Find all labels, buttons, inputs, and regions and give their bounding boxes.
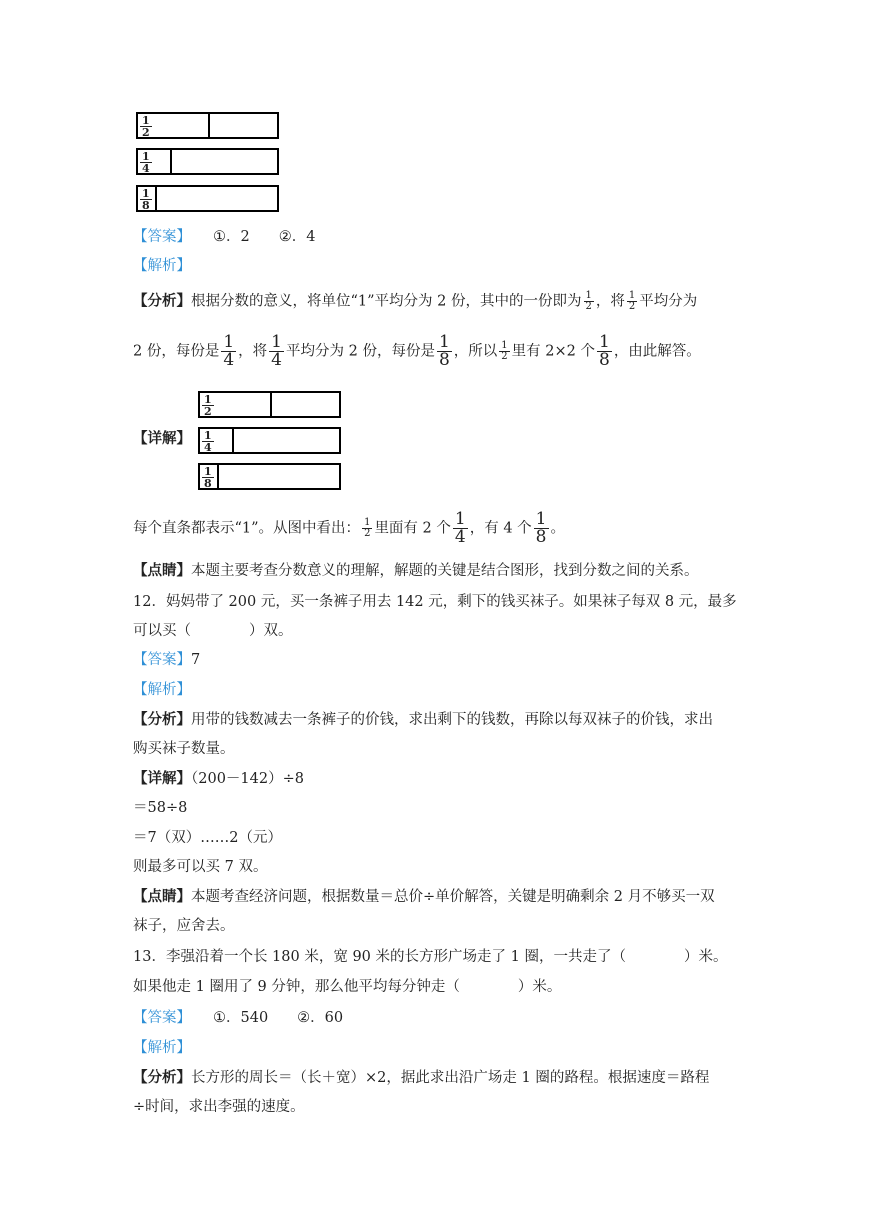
q12-answer: 【答案】7 (133, 652, 201, 668)
q11-fenxi-line1: 【分析】根据分数的意义，将单位“1”平均分为 2 份，其中的一份即为 $\frac{1}{2}$ ，将 $\frac{1}{2}$ 平均分为 (133, 290, 698, 312)
label-eighth: 1 8 (142, 187, 150, 212)
q13-fenxi-l2: ÷时间，求出李强的速度。 (133, 1099, 305, 1115)
q12-line1: 12．妈妈带了 200 元，买一条裤子用去 142 元，剩下的钱买袜子。如果袜子每双 8 元，最多 (133, 594, 737, 610)
q12-fenxi-l1: 【分析】用带的钱数减去一条裤子的价钱，求出剩下的钱数，再除以每双袜子的价钱，求出 (133, 711, 713, 728)
bar-quarter (136, 148, 279, 175)
q13-line2: 如果他走 1 圈用了 9 分钟，那么他平均每分钟走（ ）米。 (133, 979, 562, 995)
label-quarter: 1 4 (142, 150, 150, 175)
q11-detail-text: 每个直条都表示“1”。从图中看出： $\frac{1}{2}$ 里面有 2 个 $\frac{1}{4}$ ，有 4 个 $\frac{1}{8}$ 。 (133, 509, 565, 547)
q13-answer: 【答案】 ①．540 ②．60 (133, 1010, 344, 1026)
q11-detail-tag: 【详解】 (133, 430, 191, 447)
q12-detail-l2: ＝58÷8 (133, 800, 188, 816)
label-half: 1 2 (142, 114, 150, 139)
q11-dianjing: 【点睛】本题主要考查分数意义的理解，解题的关键是结合图形，找到分数之间的关系。 (133, 562, 699, 579)
q11-answer: 【答案】 ①．2 ②．4 (133, 229, 316, 245)
bar-half (136, 112, 279, 139)
q12-dianjing-l2: 袜子，应舍去。 (133, 918, 235, 934)
q12-dianjing-l1: 【点睛】本题考查经济问题，根据数量＝总价÷单价解答，关键是明确剩余 2 月不够买一双 (133, 888, 715, 905)
label-eighth-2: 1 8 (204, 465, 212, 490)
q12-detail-l4: 则最多可以买 7 双。 (133, 859, 268, 875)
q11-fenxi-line2: 2 份，每份是 $\frac{1}{4}$ ，将 $\frac{1}{4}$ 平均分为 2 份，每份是 $\frac{1}{8}$ ，所以 $\frac{1}{2}$ 里有 2×2 个 $\frac{1}{8}$ ，由此解答。 (133, 332, 701, 370)
q13-fenxi-l1: 【分析】长方形的周长＝（长＋宽）×2，据此求出沿广场走 1 圈的路程。根据速度＝路程 (133, 1069, 710, 1086)
q11-analysis-tag: 【解析】 (133, 258, 191, 274)
q12-line2: 可以买（ ）双。 (133, 623, 293, 639)
bar-half-2 (198, 391, 341, 418)
bar-eighth-2 (198, 463, 341, 490)
q12-fenxi-l2: 购买袜子数量。 (133, 741, 235, 757)
q12-detail-l1: 【详解】（200－142）÷8 (133, 770, 304, 787)
bar-eighth (136, 185, 279, 212)
q13-analysis-tag: 【解析】 (133, 1040, 191, 1056)
bar-quarter-2 (198, 427, 341, 454)
label-quarter-2: 1 4 (204, 429, 212, 454)
q12-analysis-tag: 【解析】 (133, 682, 191, 698)
label-half-2: 1 2 (204, 393, 212, 418)
q12-detail-l3: ＝7（双）……2（元） (133, 830, 282, 846)
q13-line1: 13．李强沿着一个长 180 米，宽 90 米的长方形广场走了 1 圈，一共走了（ ）米。 (133, 949, 728, 965)
